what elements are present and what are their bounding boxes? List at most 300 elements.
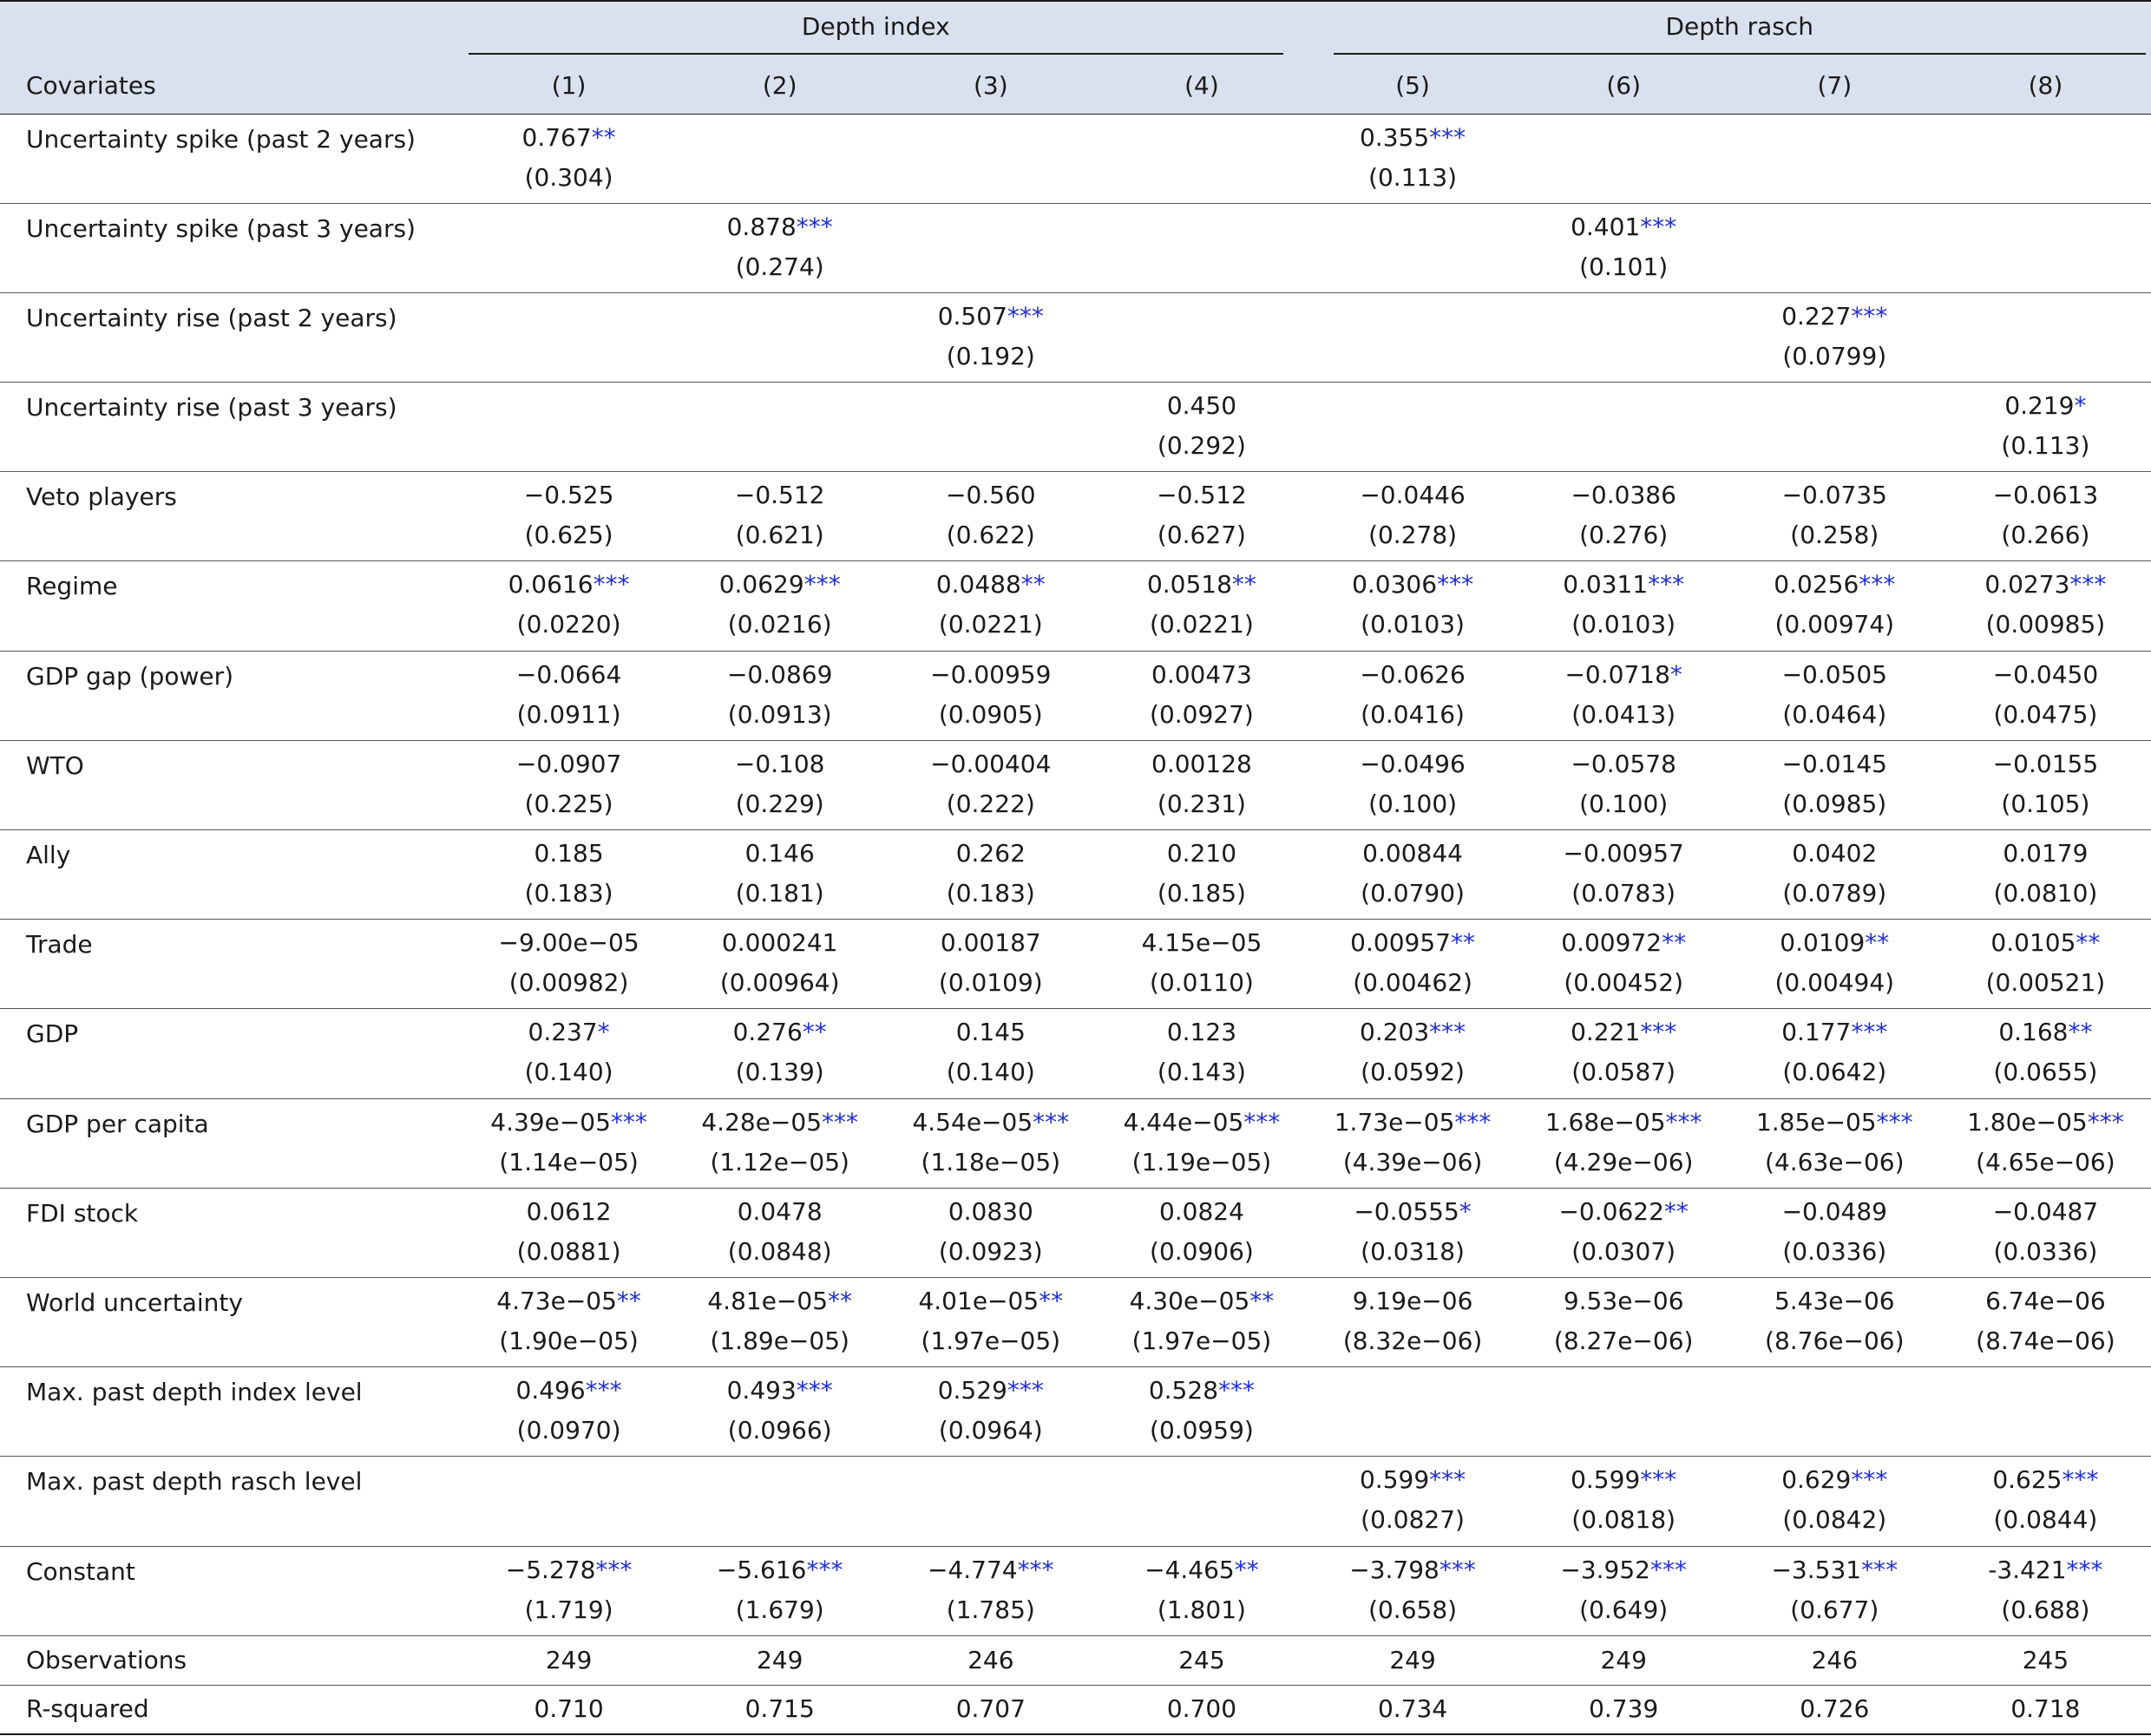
coefficient-cell <box>1729 651 1940 740</box>
standard-error: (0.0848) <box>727 1236 832 1266</box>
coefficient-cell <box>1308 740 1518 829</box>
standard-error: (0.0336) <box>1993 1236 2098 1266</box>
significance-stars: ** <box>1662 928 1687 958</box>
coefficient-line <box>1097 572 1306 612</box>
coefficient-value: 9.53e−06 <box>1563 1286 1684 1315</box>
coefficient-cell <box>885 920 1096 1009</box>
standard-error: (1.18e−05) <box>921 1147 1061 1176</box>
coefficient-line <box>1730 1196 1939 1239</box>
coefficient-cell <box>1729 830 1940 920</box>
coefficient-value: −0.0626 <box>1360 659 1466 689</box>
standard-error: (0.0413) <box>1571 699 1676 729</box>
coefficient-line <box>1097 1288 1306 1328</box>
covariate-label: Regime <box>0 561 463 651</box>
coefficient-value: −3.798 <box>1349 1555 1439 1584</box>
standard-error: (0.0970) <box>516 1416 621 1445</box>
coefficient-line <box>1519 1019 1728 1059</box>
coefficient-value: −0.0505 <box>1781 659 1887 689</box>
coefficient-cell <box>885 383 1096 472</box>
significance-stars: *** <box>1429 1018 1466 1047</box>
coefficient-value: −0.0735 <box>1781 481 1887 510</box>
coefficient-cell <box>1940 561 2151 651</box>
covariate-label: Max. past depth rasch level <box>0 1457 463 1546</box>
coefficient-line <box>1730 1288 1939 1328</box>
coefficient-value: 4.44e−05 <box>1123 1107 1244 1137</box>
coefficient-cell <box>674 292 885 382</box>
coefficient-line <box>886 1107 1095 1150</box>
coefficient-cell <box>1308 830 1518 920</box>
coefficient-cell <box>1729 740 1940 829</box>
standard-error: (0.00982) <box>508 968 629 998</box>
coefficient-cell <box>1308 1188 1518 1277</box>
significance-stars: ** <box>1249 1286 1275 1315</box>
coefficient-line <box>886 301 1095 344</box>
coefficient-value: 0.276 <box>732 1018 803 1047</box>
coefficient-cell <box>1308 472 1518 561</box>
significance-stars: *** <box>610 1107 647 1137</box>
standard-error: (0.00521) <box>1985 968 2106 998</box>
coefficient-line <box>464 393 673 433</box>
coefficient-line <box>1097 125 1306 165</box>
coefficient-line <box>886 572 1095 612</box>
coefficient-value: −0.560 <box>945 481 1036 510</box>
covariate-label: FDI stock <box>0 1188 463 1277</box>
significance-stars: ** <box>616 1286 641 1315</box>
coefficient-cell <box>1518 1546 1729 1635</box>
standard-error: (0.274) <box>735 252 824 281</box>
covariate-label: Uncertainty spike (past 3 years) <box>0 203 463 292</box>
standard-error: (8.32e−06) <box>1342 1326 1483 1355</box>
standard-error: (0.225) <box>524 789 613 818</box>
coefficient-cell <box>885 651 1096 740</box>
coefficient-cell <box>674 1009 885 1098</box>
coefficient-line <box>1941 1196 2150 1239</box>
coefficient-value: 0.00473 <box>1151 659 1252 689</box>
coefficient-value: 0.599 <box>1571 1465 1641 1495</box>
coefficient-value: −0.0155 <box>1992 749 2099 778</box>
coefficient-cell <box>463 203 674 292</box>
coefficient-line <box>886 393 1095 433</box>
column-header-1: (1) <box>463 57 674 114</box>
coefficient-cell <box>463 1098 674 1188</box>
significance-stars: *** <box>585 1376 622 1405</box>
coefficient-cell <box>463 114 674 203</box>
standard-error: (0.622) <box>946 521 1035 550</box>
coefficient-line <box>1308 659 1518 702</box>
coefficient-line <box>1519 1107 1728 1150</box>
standard-error: (1.89e−05) <box>710 1326 849 1355</box>
standard-error: (0.627) <box>1157 521 1246 550</box>
coefficient-line <box>464 659 673 702</box>
standard-error: (0.0927) <box>1150 699 1254 729</box>
standard-error: (0.278) <box>1368 521 1458 550</box>
coefficient-line <box>1519 930 1728 970</box>
coefficient-value: 0.0616 <box>508 570 593 599</box>
table-row <box>0 561 2151 651</box>
coefficient-cell <box>1308 114 1518 203</box>
standard-error: (0.258) <box>1790 521 1879 550</box>
covariate-label: Ally <box>0 830 463 920</box>
coefficient-cell <box>1308 292 1518 382</box>
coefficient-value: 1.68e−05 <box>1544 1107 1666 1137</box>
covariate-label: Max. past depth index level <box>0 1367 463 1457</box>
significance-stars: *** <box>822 1107 859 1137</box>
coefficient-line <box>886 1019 1095 1059</box>
coefficient-line <box>1308 1196 1518 1239</box>
coefficient-value: 4.39e−05 <box>490 1107 611 1137</box>
coefficient-cell <box>1096 1367 1307 1457</box>
standard-error: (0.00985) <box>1985 610 2106 639</box>
coefficient-cell <box>1308 383 1518 472</box>
coefficient-value: 4.73e−05 <box>496 1286 617 1315</box>
standard-error: (1.719) <box>524 1595 613 1624</box>
coefficient-line <box>1730 393 1939 433</box>
coefficient-line <box>886 1467 1095 1507</box>
coefficient-line <box>1308 1107 1518 1150</box>
coefficient-line <box>675 1019 884 1059</box>
significance-stars: *** <box>1017 1555 1054 1584</box>
coefficient-cell <box>463 1367 674 1457</box>
coefficient-line <box>1941 751 2150 791</box>
stat-label: Observations <box>0 1635 463 1685</box>
standard-error: (0.100) <box>1368 789 1458 818</box>
coefficient-value: 0.123 <box>1166 1018 1237 1047</box>
coefficient-cell <box>1518 1098 1729 1188</box>
table-row <box>0 203 2151 292</box>
significance-stars: *** <box>1649 1555 1687 1584</box>
coefficient-value: 0.0105 <box>1990 928 2076 958</box>
significance-stars: *** <box>1007 301 1044 331</box>
standard-error: (0.0318) <box>1361 1236 1465 1266</box>
coefficient-cell <box>1729 1367 1940 1457</box>
significance-stars: *** <box>1851 301 1888 331</box>
coefficient-value: −0.525 <box>523 481 614 510</box>
coefficient-value: −0.0718 <box>1564 659 1670 689</box>
standard-error: (0.00452) <box>1564 968 1683 998</box>
coefficient-cell <box>1940 1188 2151 1277</box>
coefficient-value: −0.0386 <box>1571 481 1676 510</box>
coefficient-value: −0.0446 <box>1360 481 1466 510</box>
coefficient-line <box>1308 214 1518 254</box>
standard-error: (1.97e−05) <box>921 1326 1061 1355</box>
coefficient-line <box>1941 1288 2150 1328</box>
coefficient-cell <box>1096 114 1307 203</box>
coefficient-value: 0.355 <box>1359 122 1430 152</box>
coefficient-cell <box>1308 1457 1518 1546</box>
standard-error: (1.801) <box>1157 1595 1246 1624</box>
coefficient-cell <box>463 383 674 472</box>
coefficient-line <box>1519 1196 1728 1239</box>
table-row <box>0 651 2151 740</box>
coefficient-cell <box>885 740 1096 829</box>
coefficient-cell <box>1308 1546 1518 1635</box>
coefficient-value: 0.767 <box>521 122 592 152</box>
standard-error: (0.0307) <box>1571 1236 1676 1266</box>
significance-stars: *** <box>796 212 833 241</box>
coefficient-cell <box>1940 1546 2151 1635</box>
significance-stars: *** <box>1640 1465 1677 1495</box>
coefficient-cell <box>1518 830 1729 920</box>
coefficient-cell <box>1308 1277 1518 1366</box>
coefficient-line <box>1097 1107 1306 1150</box>
covariate-label: WTO <box>0 740 463 829</box>
coefficient-line <box>886 1557 1095 1597</box>
coefficient-cell <box>463 740 674 829</box>
coefficient-cell <box>1940 1367 2151 1457</box>
coefficient-line <box>464 1019 673 1059</box>
coefficient-line <box>886 841 1095 881</box>
coefficient-value: 0.629 <box>1781 1465 1852 1495</box>
coefficient-cell <box>1729 920 1940 1009</box>
coefficient-value: 0.0402 <box>1792 839 1878 868</box>
stat-value: 0.734 <box>1308 1685 1518 1734</box>
coefficient-line <box>675 572 884 612</box>
group-label-depth-rasch: Depth rasch <box>1334 5 2146 55</box>
coefficient-value: 0.0306 <box>1352 570 1438 599</box>
coefficient-cell <box>674 1098 885 1188</box>
coefficient-cell <box>463 1546 674 1635</box>
standard-error: (0.101) <box>1579 252 1669 281</box>
coefficient-cell <box>1096 920 1307 1009</box>
standard-error: (0.0592) <box>1361 1058 1465 1087</box>
significance-stars: * <box>1459 1196 1472 1226</box>
coefficient-cell <box>1518 920 1729 1009</box>
coefficient-cell <box>1308 920 1518 1009</box>
significance-stars: *** <box>1033 1107 1070 1137</box>
coefficient-cell <box>1096 203 1307 292</box>
coefficient-line <box>886 930 1095 970</box>
coefficient-value: −0.0489 <box>1781 1196 1887 1226</box>
coefficient-line <box>1308 1378 1518 1418</box>
coefficient-line <box>1730 1019 1939 1059</box>
coefficient-line <box>464 214 673 254</box>
coefficient-cell <box>1518 472 1729 561</box>
coefficient-value: −4.465 <box>1144 1555 1235 1584</box>
coefficient-cell <box>674 1367 885 1457</box>
standard-error: (0.00974) <box>1774 610 1895 639</box>
coefficient-line <box>886 1378 1095 1418</box>
coefficient-cell <box>674 203 885 292</box>
coefficient-cell <box>1729 1009 1940 1098</box>
stat-value: 245 <box>1096 1635 1307 1685</box>
coefficient-value: 0.529 <box>937 1376 1007 1405</box>
significance-stars: *** <box>1439 1555 1476 1584</box>
coefficient-value: 1.85e−05 <box>1755 1107 1877 1137</box>
coefficient-cell <box>463 1009 674 1098</box>
coefficient-line <box>675 1288 884 1328</box>
coefficient-cell <box>674 920 885 1009</box>
coefficient-line <box>1519 393 1728 433</box>
significance-stars: ** <box>828 1286 853 1315</box>
coefficient-line <box>1308 1557 1518 1597</box>
coefficient-line <box>675 1196 884 1239</box>
coefficient-cell <box>1729 292 1940 382</box>
column-header-5: (5) <box>1308 57 1518 114</box>
coefficient-line <box>1941 1019 2150 1059</box>
coefficient-value: 4.81e−05 <box>707 1286 829 1315</box>
group-header-depth-rasch <box>1308 1 2151 57</box>
coefficient-cell <box>1940 1098 2151 1188</box>
significance-stars: *** <box>796 1376 833 1405</box>
coefficient-value: 0.0179 <box>2003 839 2089 868</box>
coefficient-line <box>886 1288 1095 1328</box>
coefficient-cell <box>1940 1009 2151 1098</box>
significance-stars: ** <box>802 1018 827 1047</box>
coefficient-cell <box>463 1457 674 1546</box>
coefficient-value: −0.0496 <box>1360 749 1466 778</box>
standard-error: (0.658) <box>1368 1595 1458 1624</box>
standard-error: (0.140) <box>946 1058 1035 1087</box>
coefficient-value: 5.43e−06 <box>1774 1286 1895 1315</box>
standard-error: (0.0913) <box>727 699 832 729</box>
coefficient-cell <box>885 830 1096 920</box>
coefficient-value: −0.0145 <box>1781 749 1887 778</box>
coefficient-cell <box>885 1457 1096 1546</box>
coefficient-value: 0.262 <box>955 839 1026 868</box>
standard-error: (0.00494) <box>1774 968 1895 998</box>
covariates-header: Covariates <box>0 57 463 114</box>
coefficient-cell <box>1729 1546 1940 1635</box>
coefficient-value: 0.0518 <box>1146 570 1232 599</box>
standard-error: (1.14e−05) <box>499 1147 639 1176</box>
coefficient-value: −0.00404 <box>930 749 1052 778</box>
coefficient-cell <box>463 1188 674 1277</box>
coefficient-value: 0.0273 <box>1984 570 2070 599</box>
coefficient-line <box>886 751 1095 791</box>
coefficient-line <box>1308 1019 1518 1059</box>
significance-stars: *** <box>2066 1555 2103 1584</box>
coefficient-line <box>1519 841 1728 881</box>
coefficient-line <box>1308 393 1518 433</box>
coefficient-cell <box>885 1188 1096 1277</box>
coefficient-value: 1.73e−05 <box>1334 1107 1455 1137</box>
coefficient-line <box>1941 659 2150 702</box>
standard-error: (0.0818) <box>1571 1505 1676 1535</box>
standard-error: (1.12e−05) <box>710 1147 849 1176</box>
coefficient-value: 6.74e−06 <box>1985 1286 2106 1315</box>
significance-stars: *** <box>1243 1107 1281 1137</box>
coefficient-cell <box>1518 740 1729 829</box>
coefficient-line <box>675 1107 884 1150</box>
stat-value: 246 <box>1729 1635 1940 1685</box>
significance-stars: *** <box>1218 1376 1256 1405</box>
coefficient-line <box>1097 1019 1306 1059</box>
coefficient-line <box>464 1378 673 1418</box>
stat-value: 0.700 <box>1096 1685 1307 1734</box>
coefficient-value: 0.0256 <box>1774 570 1859 599</box>
coefficient-line <box>1519 214 1728 254</box>
significance-stars: * <box>1669 659 1682 689</box>
coefficient-value: 0.493 <box>726 1376 797 1405</box>
coefficient-cell <box>1940 472 2151 561</box>
significance-stars: *** <box>806 1555 843 1584</box>
coefficient-line <box>1519 482 1728 522</box>
coefficient-cell <box>1940 203 2151 292</box>
coefficient-value: 0.0109 <box>1780 928 1866 958</box>
standard-error: (1.90e−05) <box>499 1326 639 1355</box>
coefficient-value: −0.0622 <box>1558 1196 1664 1226</box>
coefficient-value: 0.210 <box>1166 839 1237 868</box>
coefficient-line <box>1730 841 1939 881</box>
table-row <box>0 740 2151 829</box>
coefficient-line <box>1519 304 1728 344</box>
significance-stars: *** <box>595 1555 633 1584</box>
coefficient-cell <box>463 830 674 920</box>
coefficient-cell <box>1518 114 1729 203</box>
coefficient-line <box>1941 1378 2150 1418</box>
coefficient-line <box>1941 1467 2150 1507</box>
significance-stars: ** <box>1039 1286 1064 1315</box>
coefficient-line <box>1308 1467 1518 1507</box>
coefficient-value: 0.0830 <box>948 1196 1033 1226</box>
coefficient-cell <box>1729 1277 1940 1366</box>
coefficient-cell <box>885 1098 1096 1188</box>
coefficient-cell <box>885 1009 1096 1098</box>
coefficient-line <box>464 1467 673 1507</box>
coefficient-cell <box>674 472 885 561</box>
coefficient-line <box>1097 304 1306 344</box>
standard-error: (0.0881) <box>516 1236 621 1266</box>
coefficient-cell <box>1729 1188 1940 1277</box>
coefficient-line <box>1097 751 1306 791</box>
coefficient-line <box>1730 482 1939 522</box>
significance-stars: *** <box>1437 570 1474 599</box>
stat-value: 0.726 <box>1729 1685 1940 1734</box>
significance-stars: ** <box>2076 928 2101 958</box>
coefficient-value: −5.278 <box>505 1555 596 1584</box>
coefficient-cell <box>1518 292 1729 382</box>
stat-value: 0.718 <box>1940 1685 2151 1734</box>
standard-error: (0.105) <box>2001 789 2090 818</box>
standard-error: (0.0464) <box>1782 699 1887 729</box>
coefficient-line <box>1097 930 1306 970</box>
coefficient-cell <box>1096 1188 1307 1277</box>
standard-error: (0.0642) <box>1782 1058 1887 1087</box>
significance-stars: *** <box>1640 212 1677 241</box>
coefficient-value: −0.512 <box>1157 481 1247 510</box>
coefficient-cell <box>1940 1457 2151 1546</box>
coefficient-value: 0.599 <box>1359 1465 1430 1495</box>
coefficient-cell <box>674 1277 885 1366</box>
coefficient-cell <box>1096 383 1307 472</box>
coefficient-value: 0.450 <box>1166 391 1237 421</box>
coefficient-value: 0.00957 <box>1350 928 1451 958</box>
significance-stars: ** <box>1231 570 1256 599</box>
significance-stars: *** <box>1007 1376 1044 1405</box>
coefficient-value: −0.00959 <box>930 659 1052 689</box>
standard-error: (0.621) <box>735 521 824 550</box>
stat-value: 249 <box>674 1635 885 1685</box>
significance-stars: ** <box>1020 570 1046 599</box>
coefficient-value: −3.952 <box>1560 1555 1650 1584</box>
coefficient-line <box>675 659 884 702</box>
coefficient-value: 0.0629 <box>718 570 804 599</box>
coefficient-cell <box>674 114 885 203</box>
stat-value: 0.707 <box>885 1685 1096 1734</box>
coefficient-line <box>1730 659 1939 702</box>
coefficient-cell <box>674 830 885 920</box>
coefficient-value: 0.000241 <box>721 928 838 958</box>
coefficient-line <box>464 122 673 165</box>
coefficient-line <box>1730 1378 1939 1418</box>
table-row <box>0 1009 2151 1098</box>
coefficient-cell <box>674 1457 885 1546</box>
stat-value: 245 <box>1940 1635 2151 1685</box>
coefficient-cell <box>674 561 885 651</box>
standard-error: (0.266) <box>2001 521 2090 550</box>
table-row <box>0 383 2151 472</box>
standard-error: (0.0966) <box>727 1416 832 1445</box>
